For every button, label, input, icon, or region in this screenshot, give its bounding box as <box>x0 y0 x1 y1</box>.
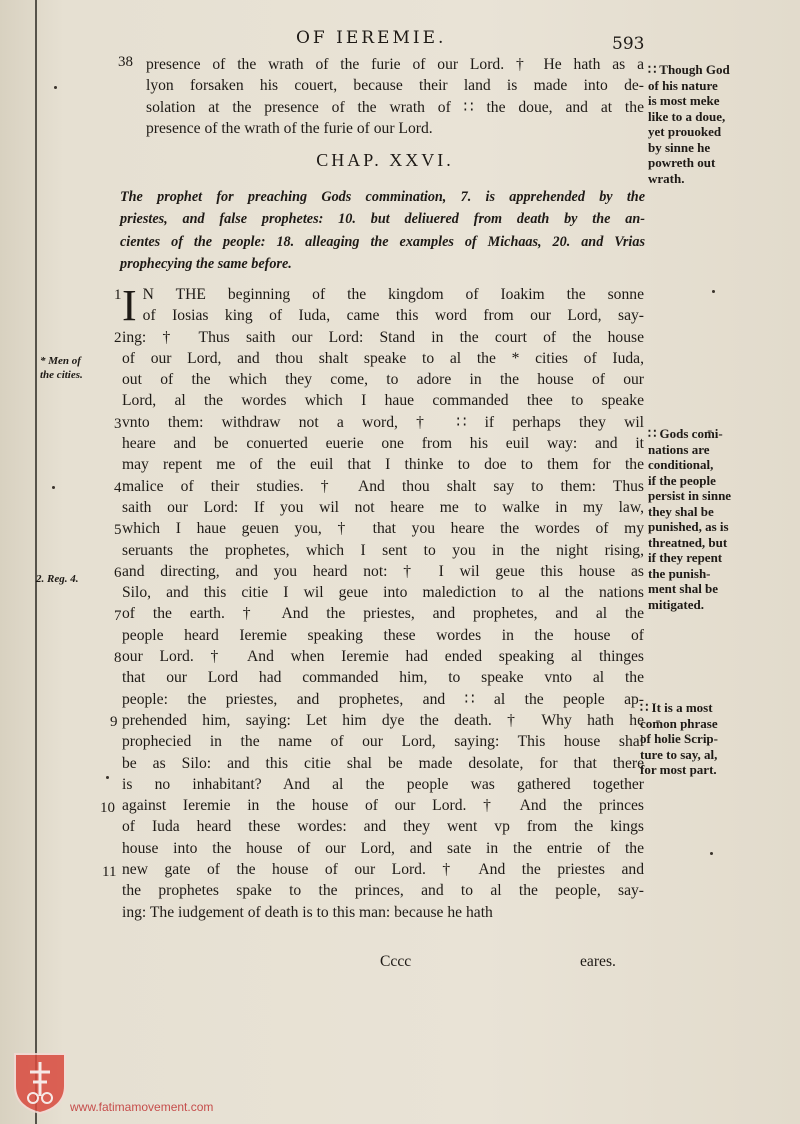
fatima-shield-logo <box>13 1052 67 1114</box>
verse-number: 9 <box>110 714 118 730</box>
text-line: of the earth. † And the priestes, and prophetes, and al the <box>122 605 644 623</box>
left-note-cities: * Men of the cities. <box>40 355 83 381</box>
text-line: and directing, and you heard not: † I wil geue this house as <box>122 562 644 580</box>
argument-line: cientes of the people: 18. alleaging the examples of Michaas, 20. and Vrias <box>120 233 645 250</box>
text-line: ing: The iudgement of death is to this man: because he hath <box>122 903 493 921</box>
verse-number: 1 <box>114 287 122 303</box>
text-line: people heard Ieremie speaking these wordes in the house of <box>122 626 644 644</box>
text-line: presence of the wrath of the furie of our Lord. † He hath as a <box>146 56 644 73</box>
page-number: 593 <box>612 34 645 54</box>
verse-number: 2 <box>114 330 122 346</box>
text-line: house into the house of our Lord, and sate in the entrie of the <box>122 839 644 857</box>
text-line: which I haue geuen you, † that you heare the wordes of my <box>122 520 644 538</box>
text-line: N THE beginning of the kingdom of Ioakim the sonne <box>142 286 644 303</box>
margin-note-doue: ∷ Though God of his nature is most meke like to a doue, yet prouoked by sinne he powreth out wrath. <box>648 62 730 186</box>
text-line: may repent me of the euil that I thinke to doe to them for the <box>122 456 644 474</box>
verse-number: 38 <box>118 54 133 70</box>
text-line: presence of the wrath of the furie of our Lord. <box>146 119 433 137</box>
verse-number: 10 <box>100 800 115 816</box>
main-text-block <box>122 281 644 923</box>
text-line: malice of their studies. † And thou shalt say to them: Thus <box>122 477 644 495</box>
text-line: against Ieremie in the house of our Lord. † And the princes <box>122 797 644 815</box>
verse-number: 4 <box>114 480 122 496</box>
top-text-block <box>146 54 644 139</box>
text-line: prophecied in the name of our Lord, saying: This house shal <box>122 733 644 751</box>
text-line: Silo, and this citie I wil geue into malediction to al the nations <box>122 584 644 602</box>
drop-cap: I <box>122 281 137 330</box>
text-line: is no inhabitant? And al the people was gathered together <box>122 775 644 793</box>
margin-note-phrase: ∷ It is a most com̄on phrase of holie Scrip- ture to say, al, for most part. <box>640 700 718 777</box>
text-line: saith our Lord: If you wil not heare me to walke in my law, <box>122 498 644 516</box>
verse-number: 11 <box>102 864 117 880</box>
running-head: OF IEREMIE. <box>296 28 447 48</box>
text-line: of Iosias king of Iuda, came this word from our Lord, say- <box>142 307 644 325</box>
chapter-title: CHAP. XXVI. <box>316 150 454 170</box>
signature-mark: Cccc <box>380 953 412 970</box>
text-line: our Lord. † And when Ieremie had ended speaking al thinges <box>122 648 644 666</box>
text-line: of Iuda heard these wordes: and they went vp from the kings <box>122 818 644 836</box>
text-line: the prophetes spake to the princes, and to al the people, say- <box>122 882 644 900</box>
text-line: solation at the presence of the wrath of ∷ the doue, and at the <box>146 98 644 116</box>
text-line: ing: † Thus saith our Lord: Stand in the court of the house <box>122 328 644 346</box>
text-line: prehended him, saying: Let him dye the death. † Why hath he <box>122 711 644 729</box>
text-line: seruants the prophetes, which I sent to you in the night rising, <box>122 541 644 559</box>
text-line: Lord, al the wordes which I haue commanded thee to speake <box>122 392 644 410</box>
argument-line: prophecying the same before. <box>120 256 292 273</box>
argument-line: The prophet for preaching Gods commination, 7. is apprehended by the <box>120 189 645 205</box>
argument-line: priestes, and false prophetes: 10. but deliuered from death by the an- <box>120 211 645 228</box>
ink-speck <box>54 86 57 89</box>
text-line: be as Silo: and this citie shal be made desolate, for that there <box>122 754 644 772</box>
verse-number: 8 <box>114 650 122 666</box>
chapter-argument <box>120 186 645 276</box>
verse-number: 3 <box>114 416 122 432</box>
left-note-reference: 2. Reg. 4. <box>36 573 79 585</box>
catchword: eares. <box>580 953 616 970</box>
text-line: of our Lord, and thou shalt speake to al the * cities of Iuda, <box>122 349 644 367</box>
ink-speck <box>710 852 713 855</box>
text-line: lyon forsaken his couert, because their land is made into de- <box>146 77 644 95</box>
verse-number: 7 <box>114 608 122 624</box>
text-line: out of the which they come, to adore in the house of our <box>122 371 644 389</box>
text-line: heare and be conuerted euerie one from his euil way: and it <box>122 435 644 453</box>
verse-number: 6 <box>114 565 122 581</box>
margin-note-comminations: ∷ Gods com̄i- nations are conditional, if the people persist in sinne they shal be punished, as is threatned, but if they repent the punish- ment shal be mitigated. <box>648 426 732 612</box>
verse-number: 5 <box>114 522 122 538</box>
ink-speck <box>52 486 55 489</box>
text-line: that our Lord had commanded him, to speake vnto al the <box>122 669 644 687</box>
text-line: new gate of the house of our Lord. † And the priestes and <box>122 861 644 879</box>
ink-speck <box>106 776 109 779</box>
watermark-url: www.fatimamovement.com <box>70 1100 214 1114</box>
text-line: people: the priestes, and prophetes, and ∷ al the people ap- <box>122 690 644 708</box>
text-line: vnto them: withdraw not a word, † ∷ if perhaps they wil <box>122 413 644 431</box>
ink-speck <box>712 290 715 293</box>
